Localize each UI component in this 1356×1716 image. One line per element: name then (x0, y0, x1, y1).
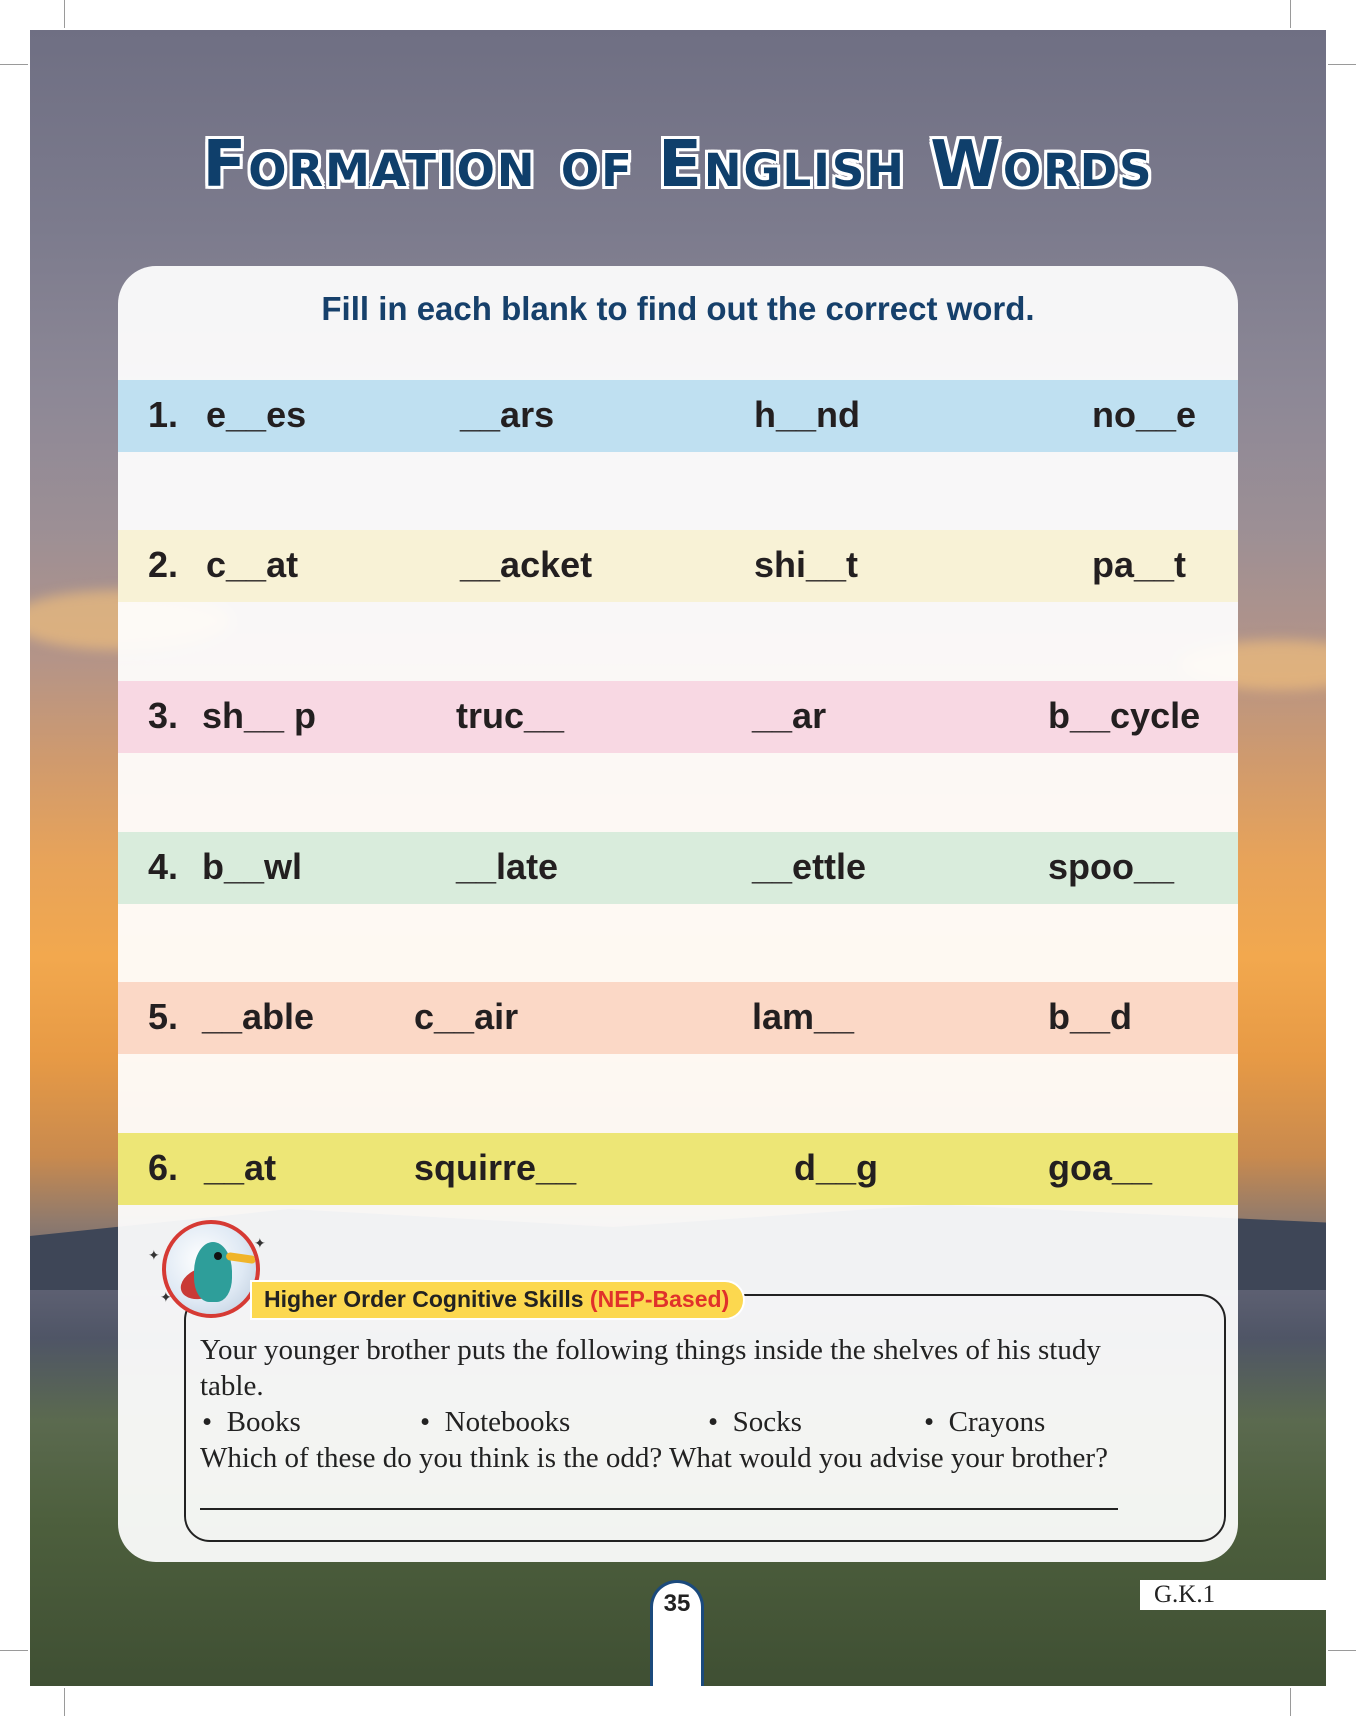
nep-tag: (NEP-Based) (589, 1286, 730, 1312)
hocs-label (250, 1280, 745, 1320)
word-blank[interactable]: pa__t (1092, 544, 1187, 585)
row-number: 6. (148, 1147, 179, 1188)
crop-mark (1328, 1650, 1356, 1651)
word-blank[interactable]: __ars (460, 394, 555, 435)
word-blank[interactable]: c__air (414, 996, 519, 1037)
crop-mark (0, 64, 28, 65)
word-blank[interactable]: goa__ (1048, 1147, 1153, 1188)
word-blank[interactable]: __at (204, 1147, 277, 1188)
word-blank[interactable]: __ettle (752, 846, 867, 887)
crop-mark (1328, 64, 1356, 65)
row-number: 3. (148, 695, 179, 736)
sparkle-icon: ✦ (148, 1248, 160, 1264)
sparkle-icon: ✦ (160, 1290, 172, 1306)
bullet-item: • Books (202, 1406, 301, 1438)
crop-mark (64, 1688, 65, 1716)
exercise-row-2 (118, 530, 1238, 602)
word-blank[interactable]: b__cycle (1048, 695, 1201, 736)
bullet-item-label: Books (226, 1406, 301, 1438)
row-number: 2. (148, 544, 179, 585)
hocs-label-text: Higher Order Cognitive Skills (264, 1286, 584, 1312)
exercise-row-1 (118, 380, 1238, 452)
crop-mark (64, 0, 65, 28)
word-blank[interactable]: __able (202, 996, 315, 1037)
exercise-row-6 (118, 1133, 1238, 1205)
word-blank[interactable]: c__at (206, 544, 299, 585)
word-blank[interactable]: spoo__ (1048, 846, 1175, 887)
instruction-text: Fill in each blank to find out the correct word. (321, 290, 1035, 327)
word-blank[interactable]: b__wl (202, 846, 303, 887)
word-blank[interactable]: squirre__ (414, 1147, 577, 1188)
exercise-row-5 (118, 982, 1238, 1054)
word-blank[interactable]: b__d (1048, 996, 1133, 1037)
question-line: table. (200, 1370, 264, 1402)
hocs-question-box (184, 1294, 1226, 1542)
word-blank[interactable]: __late (456, 846, 559, 887)
bullet-item: • Crayons (924, 1406, 1046, 1438)
question-line: Your younger brother puts the following things inside the shelves of his study (200, 1334, 1101, 1366)
bullet-item-label: Notebooks (444, 1406, 571, 1438)
word-blank[interactable]: e__es (206, 394, 307, 435)
word-blank[interactable]: __ar (752, 695, 827, 736)
word-blank[interactable]: sh__ p (202, 695, 317, 736)
word-blank[interactable]: h__nd (754, 394, 861, 435)
word-blank[interactable]: lam__ (752, 996, 855, 1037)
book-code-label: G.K.1 (1140, 1580, 1326, 1610)
crop-mark (0, 1650, 28, 1651)
page-title: Formation of English Words (202, 128, 1154, 202)
exercise-row-3 (118, 681, 1238, 753)
word-blank[interactable]: __acket (460, 544, 593, 585)
crop-mark (1290, 1688, 1291, 1716)
row-number: 1. (148, 394, 179, 435)
question-line: Which of these do you think is the odd? What would you advise your brother? (200, 1442, 1108, 1474)
word-blank[interactable]: no__e (1092, 394, 1197, 435)
page-number: 35 (663, 1590, 691, 1617)
bullet-item: • Notebooks (420, 1406, 571, 1438)
exercise-row-4 (118, 832, 1238, 904)
bullet-item-label: Crayons (948, 1406, 1046, 1438)
word-blank[interactable]: shi__t (754, 544, 859, 585)
bird-mascot-icon (162, 1220, 260, 1318)
crop-mark (1290, 0, 1291, 28)
word-blank[interactable]: truc__ (456, 695, 565, 736)
bullet-item: • Socks (708, 1406, 802, 1438)
answer-line[interactable] (200, 1508, 1118, 1510)
sparkle-icon: ✦ (254, 1236, 266, 1252)
bullet-item-label: Socks (732, 1406, 802, 1438)
row-number: 4. (148, 846, 179, 887)
word-blank[interactable]: d__g (794, 1147, 879, 1188)
row-number: 5. (148, 996, 179, 1037)
